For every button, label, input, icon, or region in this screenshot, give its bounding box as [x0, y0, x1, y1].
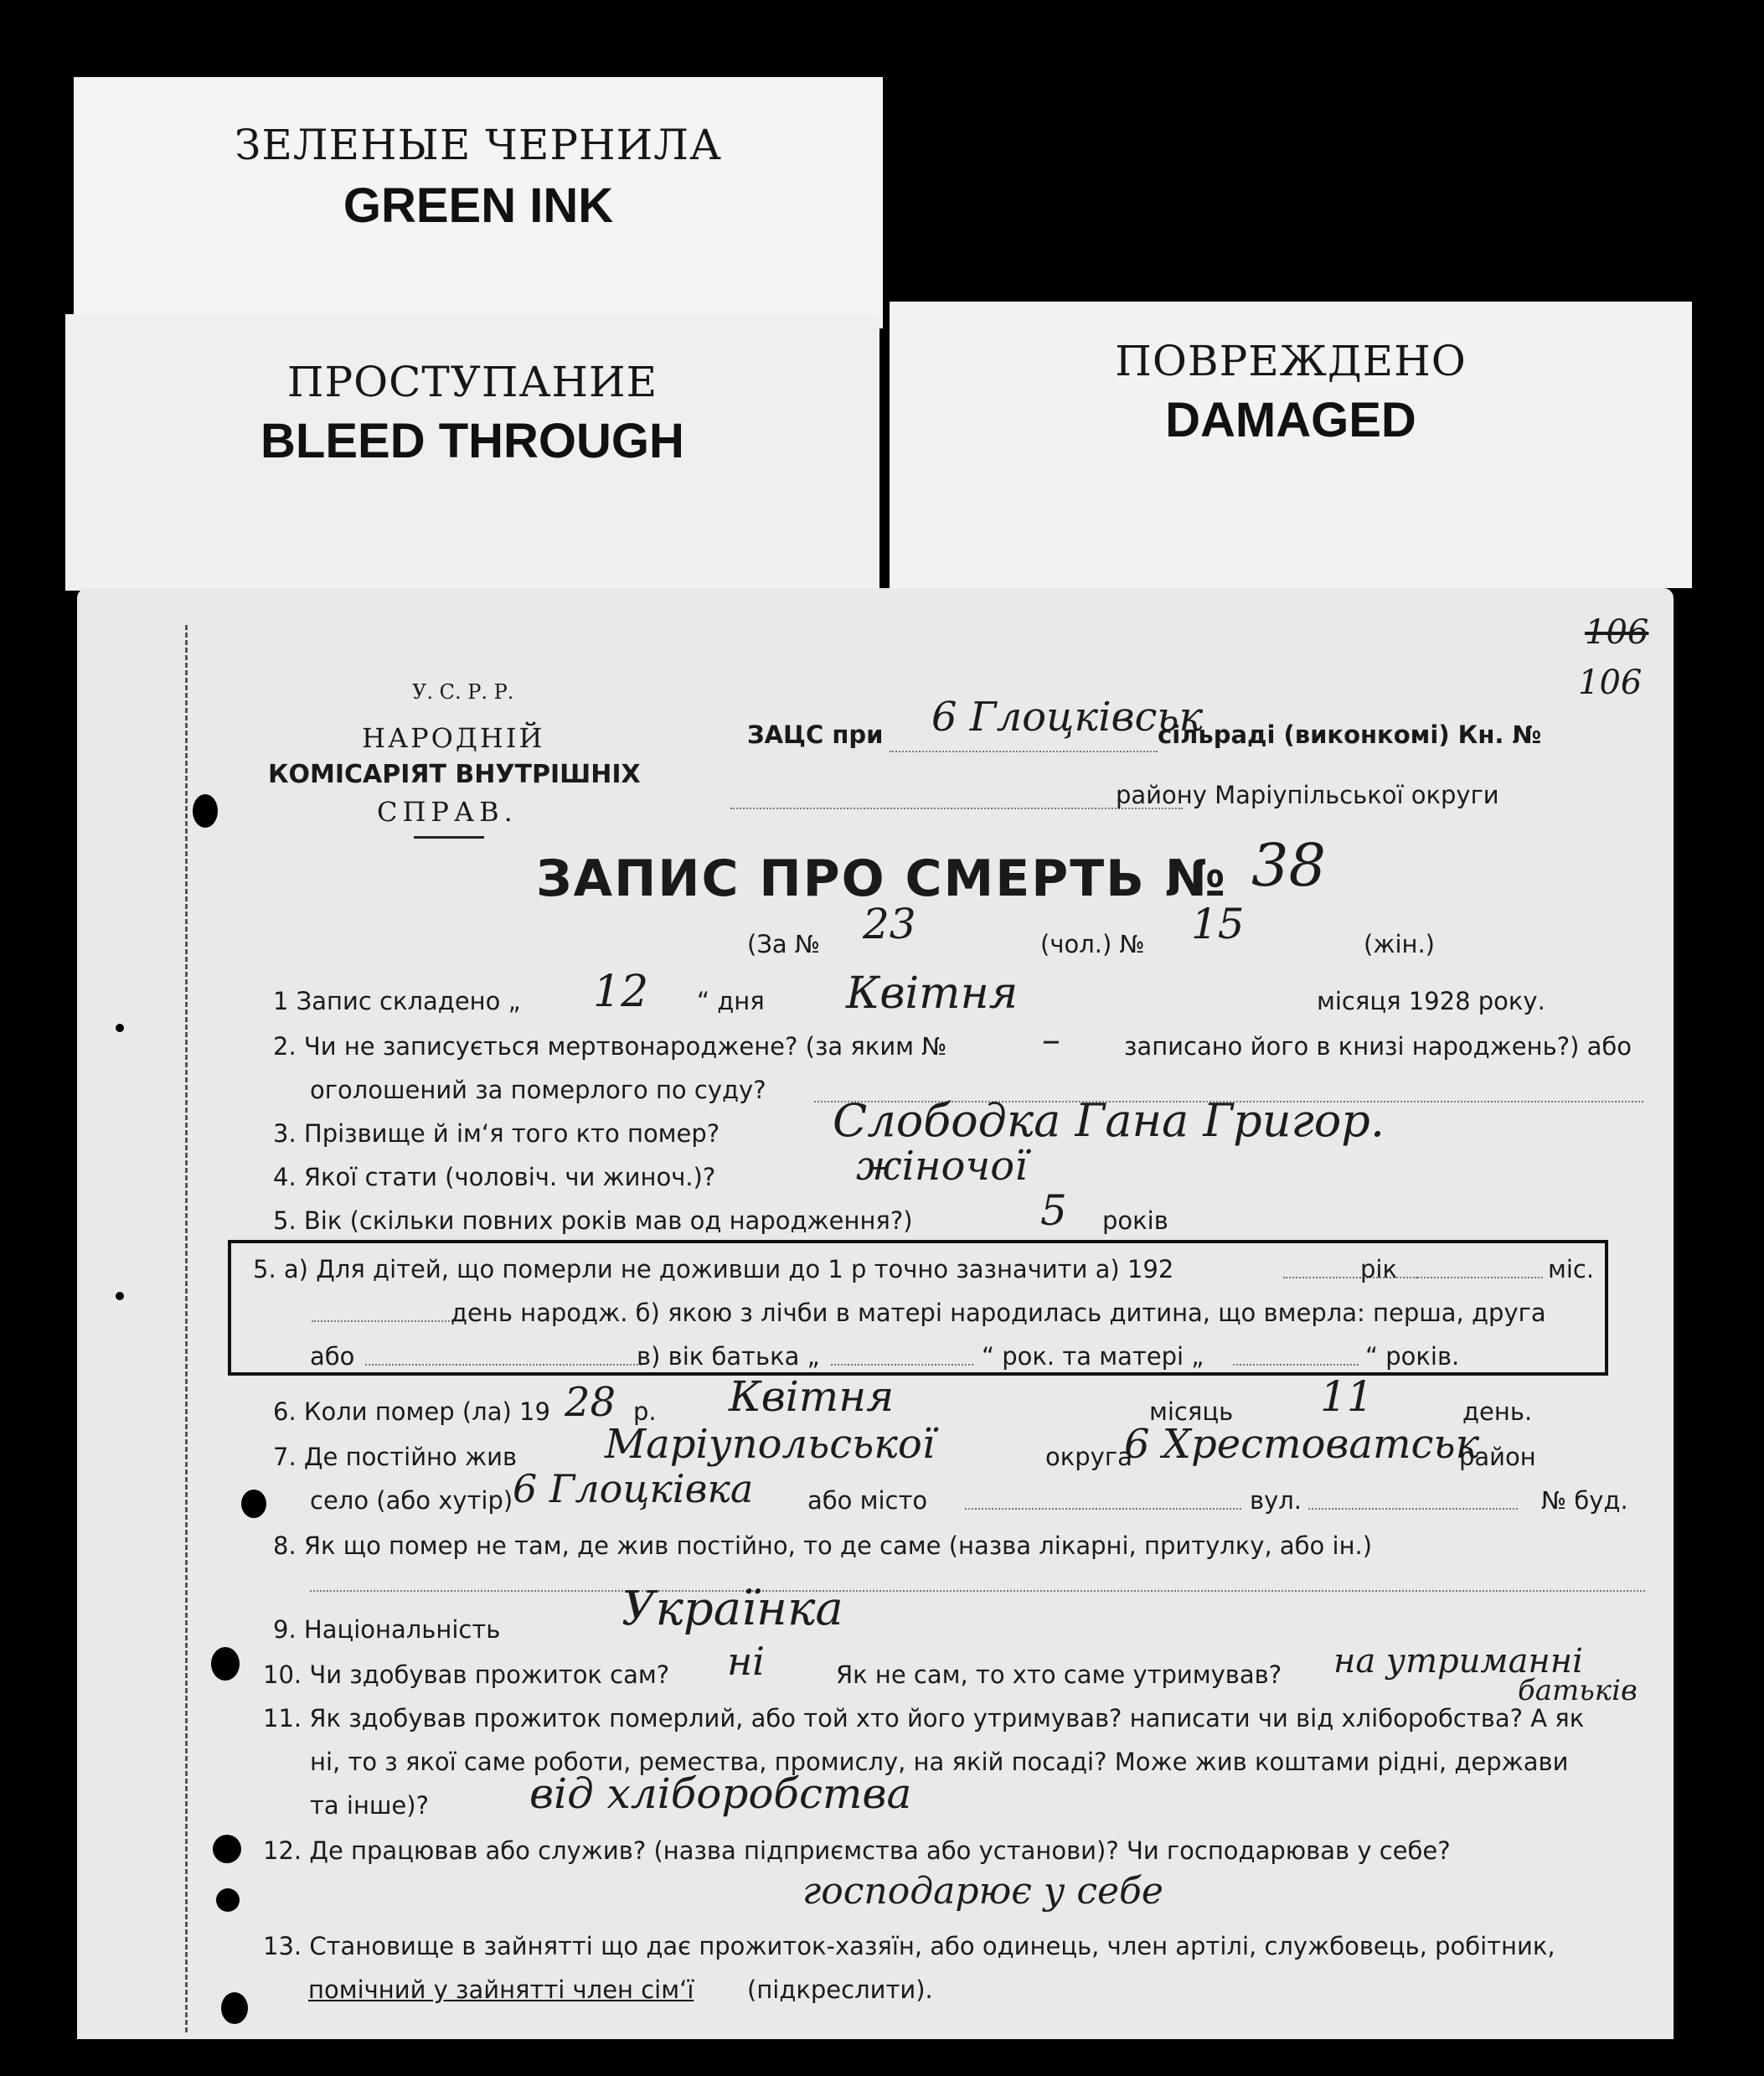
row9-nationality: Українка: [622, 1582, 843, 1636]
row2-label: 2. Чи не записується мертвонароджене? (за яким №: [273, 1032, 947, 1061]
punch-hole: [193, 794, 218, 828]
rayon-fill-line: [730, 808, 1183, 809]
row1-year-label: місяця 1928 року.: [1317, 987, 1545, 1015]
za-label: (За №: [747, 930, 821, 958]
row5a-line1: 5. а) Для дітей, що померли не доживши до 1 р точно зазначити а) 192: [253, 1255, 1174, 1283]
row5a-years-label: “ років.: [1365, 1342, 1460, 1371]
row5a-line2: день народж. б) якою з лічби в матері народилась дитина, що вмерла: перша, друга: [451, 1299, 1546, 1327]
row6-month: Квітня: [729, 1372, 895, 1421]
damaged-ru: ПОВРЕЖДЕНО: [1115, 337, 1467, 385]
row11-label: 11. Як здобував прожиток померлий, або той хто його утримував? написати чи від хліборобства? А як: [263, 1704, 1585, 1733]
record-number: 38: [1251, 831, 1327, 900]
row7-village-label: село (або хутір): [310, 1486, 513, 1515]
row7-okruha: Маріупольської: [605, 1421, 936, 1468]
row4-gender: жіночої: [856, 1143, 1028, 1190]
row1-label: 1 Запис складено „: [273, 987, 521, 1015]
zags-suffix: сільраді (виконкомі) Кн. №: [1158, 720, 1542, 749]
row11-value: від хліборобства: [529, 1769, 912, 1818]
fold-line: [185, 625, 188, 2032]
label-card-green-ink: [74, 77, 883, 328]
row5a-father-label: в) вік батька „: [637, 1342, 820, 1371]
row6-year-label: р.: [633, 1397, 657, 1426]
row5a-year-label: рік: [1360, 1255, 1397, 1283]
row5a-father-fill: [831, 1364, 973, 1366]
death-record-sheet: [77, 588, 1674, 2039]
row5-age: 5: [1040, 1186, 1067, 1235]
row7-street-fill: [1308, 1508, 1518, 1510]
row2-label-c: оголошений за померлого по суду?: [310, 1076, 766, 1104]
row5-label: 5. Вік (скільки повних років мав од народження?): [273, 1206, 913, 1235]
punch-hole: [216, 1888, 240, 1912]
punch-dot: [116, 1024, 124, 1032]
header-komisariat: КОМІСАРІЯТ ВНУТРІШНІХ: [268, 760, 641, 789]
row6-month-label: місяць: [1149, 1397, 1234, 1426]
row5a-or-fill: [365, 1364, 642, 1366]
row7-okruha-label: округа: [1045, 1443, 1132, 1471]
row5a-month-fill: [1417, 1277, 1543, 1278]
header-sprav: СПРАВ.: [377, 796, 518, 828]
row7-label: 7. Де постійно жив: [273, 1443, 518, 1471]
row5a-or-label: або: [310, 1342, 355, 1371]
row1-day: 12: [593, 967, 649, 1017]
punch-hole: [221, 1992, 248, 2024]
row7-street-label: вул.: [1250, 1486, 1302, 1515]
row10-value: ні: [727, 1639, 766, 1684]
label-card-damaged: [890, 302, 1692, 588]
row13-underlined-option: помічний у зайнятті член сім‘ї: [308, 1975, 694, 2004]
row2-label-b: записано його в книзі народжень?) або: [1124, 1032, 1632, 1061]
row7-city-fill: [965, 1508, 1241, 1510]
row5a-month-label: міс.: [1548, 1255, 1595, 1283]
row8-label: 8. Як що помер не там, де жив постійно, то де саме (назва лікарні, притулку, або ін.): [273, 1531, 1373, 1560]
row7-village: 6 Глоцківка: [513, 1466, 754, 1511]
green-ink-en: GREEN INK: [343, 178, 614, 233]
page-number-corrected: 106: [1578, 664, 1643, 702]
row6-day: 11: [1320, 1372, 1374, 1421]
row7-house-label: № буд.: [1541, 1486, 1628, 1515]
row2-value: –: [1042, 1019, 1060, 1061]
zags-label: ЗАЦС при: [747, 720, 884, 749]
row9-label: 9. Національність: [273, 1615, 501, 1644]
form-title: ЗАПИС ПРО СМЕРТЬ №: [536, 850, 1227, 908]
row5a-mother-fill: [1233, 1364, 1359, 1366]
row3-label: 3. Прізвище й ім‘я того кто помер?: [273, 1119, 720, 1148]
row5a-year-fill: [1283, 1277, 1417, 1278]
punch-hole: [211, 1647, 240, 1681]
row7-city-label: або місто: [807, 1486, 928, 1515]
bleed-through-ru: ПРОСТУПАНИЕ: [286, 358, 658, 406]
zags-village-value: 6 Глоцківськ: [931, 694, 1204, 741]
row10-label-b: Як не сам, то хто саме утримував?: [836, 1660, 1282, 1689]
row7-rayon-label: район: [1459, 1443, 1536, 1471]
row10-supporter: на утриманні: [1333, 1642, 1583, 1681]
punch-hole: [213, 1835, 241, 1863]
row11-label-b: ні, то з якої саме роботи, ремества, промислу, на якій посаді? Може жив коштами рідні, держави: [310, 1748, 1569, 1776]
header-ussr: У. С. Р. Р.: [412, 680, 514, 704]
label-card-bleed-through: [65, 314, 879, 591]
row3-deceased-name: Слободка Гана Григор.: [833, 1094, 1385, 1147]
chol-value: 15: [1191, 900, 1245, 948]
row11-label-c: та інше)?: [310, 1791, 429, 1820]
row8-fill-line: [310, 1590, 1645, 1592]
row4-label: 4. Якої стати (чоловіч. чи жиноч.)?: [273, 1163, 716, 1191]
row10-supporter-2: батьків: [1518, 1674, 1638, 1707]
bleed-through-en: BLEED THROUGH: [260, 414, 684, 468]
page-number: 106: [1585, 613, 1649, 652]
row12-label: 12. Де працював або служив? (назва підприємства або установи)? Чи господарював у себе?: [263, 1836, 1451, 1865]
header-narodniy: НАРОДНІЙ: [362, 722, 545, 754]
green-ink-ru: ЗЕЛЕНЫЕ ЧЕРНИЛА: [235, 121, 722, 169]
row12-value: господарює у себе: [802, 1870, 1163, 1913]
row6-label: 6. Коли помер (ла) 19: [273, 1397, 550, 1426]
row1-day-label: “ дня: [697, 987, 765, 1015]
row7-rayon: 6 Хрестоватськ: [1124, 1421, 1480, 1468]
row5a-mother-label: “ рок. та матері „: [982, 1342, 1204, 1371]
punch-dot: [116, 1292, 124, 1300]
damaged-en: DAMAGED: [1165, 393, 1416, 447]
chol-label: (чол.) №: [1040, 930, 1145, 958]
row6-day-label: день.: [1462, 1397, 1533, 1426]
row5-years-label: років: [1102, 1206, 1168, 1235]
za-value: 23: [863, 900, 916, 948]
row13-label: 13. Становище в зайнятті що дає прожиток-хазяїн, або одинець, член артілі, службовець, робітник,: [263, 1932, 1555, 1960]
row6-year: 28: [565, 1379, 616, 1426]
row5a-day-fill: [312, 1320, 462, 1322]
rayon-label: району Маріупільської округи: [1116, 781, 1499, 809]
zags-fill-line: [890, 751, 1158, 752]
header-rule: [414, 836, 484, 839]
zhin-label: (жін.): [1364, 930, 1435, 958]
row13-label-c: (підкреслити).: [747, 1975, 933, 2004]
punch-hole: [241, 1490, 266, 1518]
row10-label: 10. Чи здобував прожиток сам?: [263, 1660, 670, 1689]
row1-month: Квітня: [846, 968, 1019, 1019]
